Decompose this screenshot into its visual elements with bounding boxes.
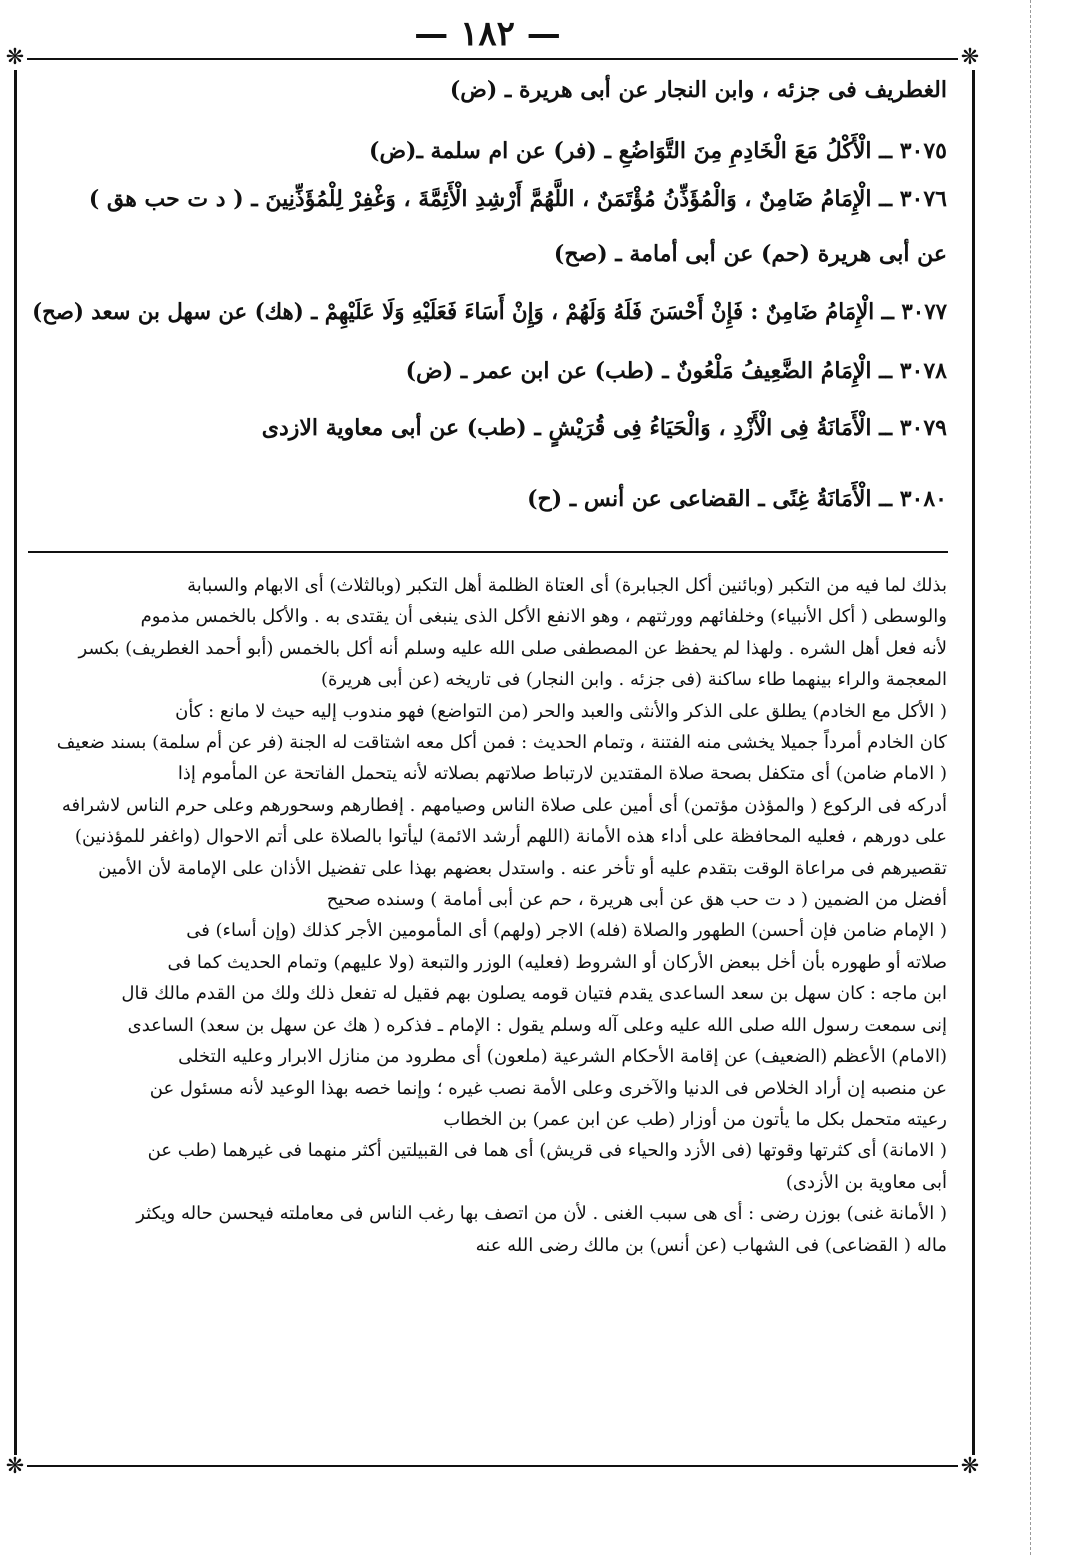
commentary-line: إنى سمعت رسول الله صلى الله عليه وعلى آله وسلم يقول : الإمام ـ فذكره ( هك عن سهل بن سعد) الساعدى (127, 1014, 947, 1036)
commentary-line: تقصيرهم فى مراعاة الوقت بتقدم عليه أو تأخر عنه . واستدل بعضهم بهذا على تفضيل الأذان على الإمامة لأن الأمين (98, 857, 947, 879)
commentary-line: ( الامانة) أى كثرتها وقوتها (فى الأزد والحياء فى قريش) أى هما فى القبيلتين أكثر منهما فى غيرهما (طب عن (147, 1140, 947, 1162)
commentary-line: المعجمة والراء بينهما طاء ساكنة (فى جزئه . وابن النجار) فى تاريخه (عن أبى هريرة) (320, 669, 947, 691)
commentary-line: لأنه فعل أهل الشره . ولهذا لم يحفظ عن المصطفى صلى الله عليه وسلم أنه أكل بالخمس (أبو أحمد الغطريف) بكسر (78, 637, 947, 659)
commentary-line: أدركه فى الركوع ( والمؤذن مؤتمن) أى أمين على صلاة الناس وصيامهم . إفطارهم وسحورهم وعلى حرم الناس لاشرافه (61, 794, 947, 816)
commentary-line: على دورهم ، فعليه المحافظة على أداء هذه الأمانة (اللهم أرشد الائمة) ليأتوا بالصلاة على أتم الاحوال (واغفر للمؤذنين) (74, 826, 947, 848)
hadith-line: ٣٠٨٠ ــ الْأَمَانَةُ غِنًى ـ القضاعى عن أنس ـ (ح) (527, 486, 947, 512)
hadith-line: ٣٠٧٧ ــ الْإِمَامُ ضَامِنٌ : فَإِنْ أَحْسَنَ فَلَهُ وَلَهُمْ ، وَإِنْ أَسَاءَ فَعَلَيْهِ وَلَا عَلَيْهِمْ ـ (هك) عن سهل بن سعد (صح) (32, 299, 947, 325)
hadith-list (32, 78, 947, 512)
commentary-line: ( الإمام ضامن فإن أحسن) الطهور والصلاة (فله) الاجر (ولهم) أى المأمومين الأجر كذلك (وإن أساء) فى (186, 920, 947, 942)
commentary-line: رعيته متحمل بكل ما يأتون من أوزار (طب عن ابن عمر) بن الخطاب (443, 1108, 947, 1130)
commentary-line: ( الامام ضامن) أى متكفل بصحة صلاة المقتدين لارتباط صلاتهم بصلاته لأنه يتحمل الفاتحة عن المأموم إذا (177, 763, 947, 785)
section-divider (28, 551, 948, 553)
page-edge (1030, 0, 1031, 1555)
commentary-line: أفضل من الضمين ( د ت حب هق عن أبى هريرة ، حم عن أبى أمامة ) وسنده صحيح (326, 889, 947, 911)
hadith-line: الغطريف فى جزئه ، وابن النجار عن أبى هريرة ـ (ض) (449, 77, 947, 103)
commentary-line: والوسطى ( أكل الأنبياء) وخلفائهم وورثتهم ، وهو الانفع الأكل الذى ينبغى أن يقتدى به . والأكل بالخمس مذموم (140, 606, 947, 628)
ornament-icon: ❋ (958, 1455, 982, 1479)
ornament-icon: ❋ (3, 46, 27, 70)
bottom-rule (14, 1465, 972, 1467)
commentary-line: ابن ماجه : كان سهل بن سعد الساعدى يقدم فتيان قومه يصلون بهم فقيل له تفعل ذلك ولك من القدم مالك قال (121, 983, 947, 1005)
commentary-line: عن منصبه إن أراد الخلاص فى الدنيا والآخرى وعلى الأمة نصب غيره ؛ وإنما خصه بهذا الوعيد لأنه مسئول عن (149, 1077, 947, 1099)
commentary-line: (الامام) الأعظم (الضعيف) عن إقامة الأحكام الشرعية (ملعون) أى مطرود من منازل الابرار وعليه التخلى (178, 1046, 947, 1068)
commentary-line: ماله ( القضاعى) فى الشهاب (عن أنس) بن مالك رضى الله عنه (475, 1234, 947, 1256)
commentary-line: ( الأمانة غنى) بوزن رضى : أى هى سبب الغنى . لأن من اتصف بها رغب الناس فى معاملته فيحسن حاله ويكثر (136, 1203, 947, 1225)
ornament-icon: ❋ (958, 46, 982, 70)
top-rule (14, 58, 972, 60)
hadith-line: ٣٠٧٩ ــ الْأَمَانَةُ فِى الْأَزْدِ ، وَالْحَيَاءُ فِى قُرَيْشٍ ـ (طب) عن أبى معاوية الازدى (261, 415, 947, 441)
hadith-line: عن أبى هريرة (حم) عن أبى أمامة ـ (صح) (553, 241, 947, 267)
ornament-icon: ❋ (3, 1455, 27, 1479)
hadith-line: ٣٠٧٥ ــ الْأَكْلُ مَعَ الْخَادِمِ مِنَ التَّوَاضُعِ ـ (فر) عن ام سلمة ـ(ض) (369, 138, 947, 164)
hadith-line: ٣٠٧٨ ــ الْإِمَامُ الضَّعِيفُ مَلْعُونٌ ـ (طب) عن ابن عمر ـ (ض) (405, 358, 947, 384)
page-number: — ۱۸۲ — (414, 14, 561, 54)
commentary-text (32, 570, 947, 1261)
commentary-line: كان الخادم أمرداً جميلا يخشى منه الفتنة ، وتمام الحديث : فمن أكل معه اشتاقت له الجنة (فر عن أم سلمة) بسند ضعيف (56, 732, 947, 754)
hadith-line: ٣٠٧٦ ــ الْإِمَامُ ضَامِنٌ ، وَالْمُؤَذِّنُ مُؤْتَمَنٌ ، اللَّهُمَّ أَرْشِدِ الْأَئِمَّةَ ، وَغْفِرْ لِلْمُؤَذِّنِينَ ـ ( د ت حب هق ) (88, 186, 947, 212)
commentary-line: أبى معاوية بن الأزدى) (785, 1171, 947, 1193)
commentary-line: بذلك لما فيه من التكبر (وبائنين أكل الجبابرة) أى العتاة الظلمة أهل التكبر (وبالثلاث) أى الابهام والسبابة (187, 575, 947, 596)
commentary-line: صلاته أو طهوره بأن أخل ببعض الأركان أو الشروط (فعليه) الوزر والتبعة (ولا عليهم) وتمام الحديث كما فى (167, 951, 947, 973)
commentary-line: ( الأكل مع الخادم) يطلق على الذكر والأنثى والعبد والحر (من التواضع) فهو مندوب إليه حيث لا مانع : كأن (175, 700, 947, 722)
